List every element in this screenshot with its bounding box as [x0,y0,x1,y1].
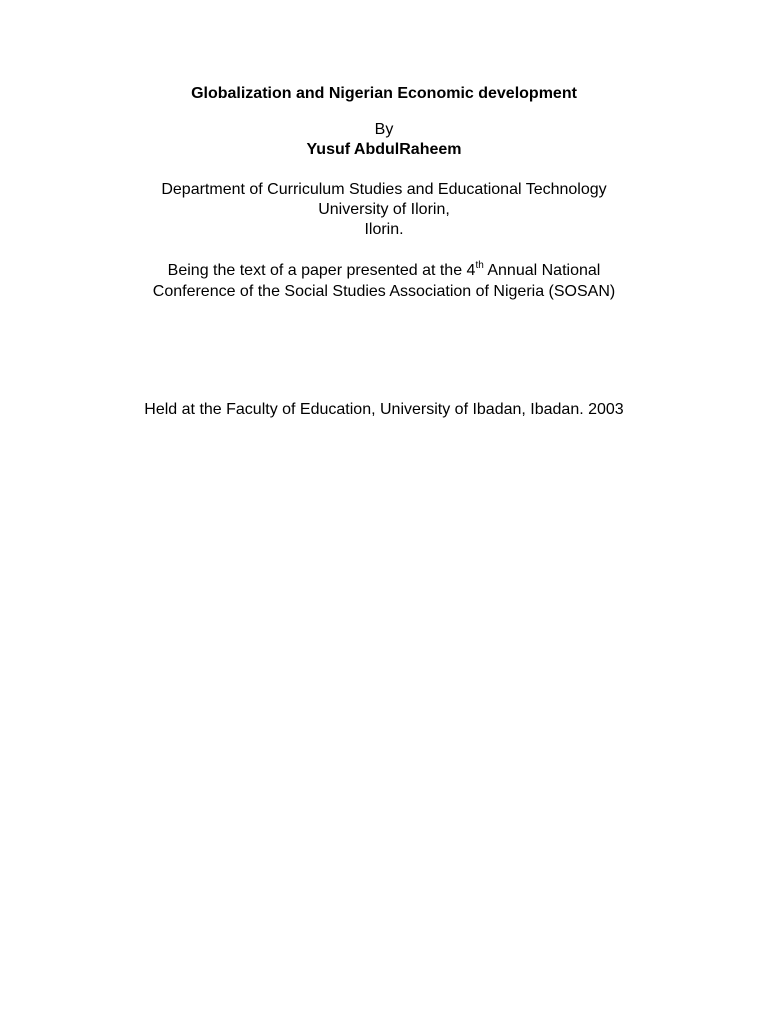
department-name: Department of Curriculum Studies and Educational Technology [161,181,607,198]
presentation-note-end: Annual National [483,262,601,279]
venue-line: Held at the Faculty of Education, University of Ibadan, Ibadan. 2003 [144,401,624,418]
city-name: Ilorin. [364,221,404,238]
by-line: By [374,121,394,138]
document-title: Globalization and Nigerian Economic development [191,85,577,102]
presentation-note-start: Being the text of a paper presented at the 4 [167,262,476,279]
conference-name: Conference of the Social Studies Association of Nigeria (SOSAN) [152,283,616,300]
ordinal-suffix: th [475,260,484,271]
university-name: University of Ilorin, [318,201,450,218]
author-name: Yusuf AbdulRaheem [306,141,462,158]
presentation-note [0,261,768,281]
